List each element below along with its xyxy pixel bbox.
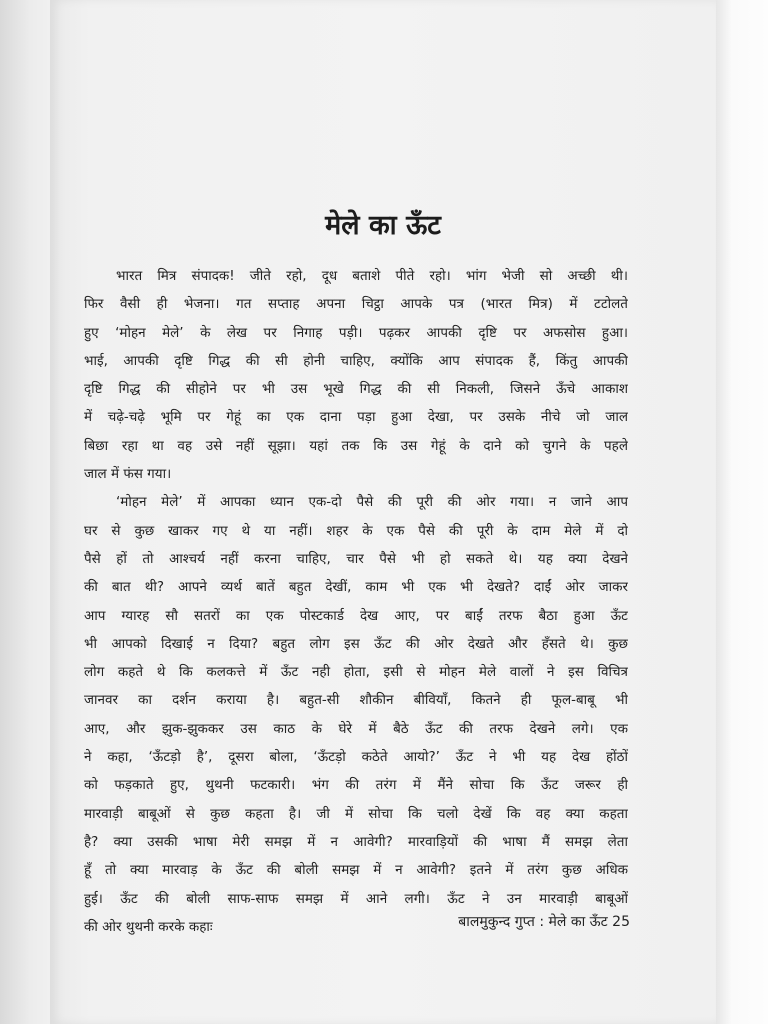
text-line: जानवर का दर्शन कराया है। बहुत-सी शौकीन बीवियाँ, कितने ही फूल-बाबू भी [84, 692, 628, 709]
page-edge [716, 0, 768, 1024]
text-line: भाई, आपकी दृष्टि गिद्ध की सी होनी चाहिए, क्योंकि आप संपादक हैं, किंतु आपकी [84, 352, 628, 369]
text-line: भारत मित्र संपादक! जीते रहो, दूध बताशे पीते रहो। भांग भेजी सो अच्छी थी। [116, 268, 628, 284]
text-line: जाल में फंस गया। [84, 466, 172, 483]
book-gutter-shadow [0, 0, 50, 1024]
text-line: मारवाड़ी बाबूओं से कुछ कहता है। जी में सोचा कि चलो देखें कि वह क्या कहता [84, 805, 628, 822]
text-line: आप ग्यारह सौ सतरों का एक पोस्टकार्ड देख आए, पर बाईं तरफ बैठा हुआ ऊँट [84, 607, 628, 624]
text-line: भी आपको दिखाई न दिया? बहुत लोग इस ऊँट की ओर देखते और हँसते थे। कुछ [84, 635, 628, 652]
text-line: लोग कहते थे कि कलकत्ते में ऊँट नही होता, इसी से मोहन मेले वालों ने इस विचित्र [84, 664, 628, 681]
text-line: घर से कुछ खाकर गए थे या नहीं। शहर के एक पैसे की पूरी के दाम मेले में दो [84, 522, 628, 539]
text-line: की बात थी? आपने व्यर्थ बातें बहुत देखीं, काम भी एक भी देखते? दाईं ओर जाकर [84, 579, 628, 596]
text-line: बिछा रहा था वह उसे नहीं सूझा। यहां तक कि उस गेहूं के दाने को चुगने के पहले [84, 437, 628, 454]
text-line: हुई। ऊँट की बोली साफ-साफ समझ में आने लगी। ऊँट ने उन मारवाड़ी बाबूओं [84, 890, 628, 907]
paragraph-1 [84, 262, 628, 488]
paragraph-2 [84, 488, 628, 941]
text-line: फिर वैसी ही भेजना। गत सप्ताह अपना चिट्ठा आपके पत्र (भारत मित्र) में टटोलते [84, 296, 628, 313]
body-text [84, 262, 628, 941]
text-line: को फड़काते हुए, थुथनी फटकारी। भंग की तरंग में मैंने सोचा कि ऊँट जरूर ही [84, 777, 628, 794]
text-line: हूँ तो क्या मारवाड़ के ऊँट की बोली समझ में न आवेगी? इतने में तरंग कुछ अधिक [84, 862, 628, 879]
text-line: आए, और झुक-झुककर उस काठ के घेरे में बैठे ऊँट की तरफ देखने लगे। एक [84, 720, 628, 737]
text-line: हुए ‘मोहन मेले’ के लेख पर निगाह पड़ी। पढ़कर आपकी दृष्टि पर अफसोस हुआ। [84, 324, 628, 341]
text-line: है? क्या उसकी भाषा मेरी समझ में न आवेगी? मारवाड़ियों की भाषा मैं समझ लेता [84, 833, 628, 850]
text-line: की ओर थुथनी करके कहाः [84, 918, 213, 935]
text-line: दृष्टि गिद्ध की सीहोने पर भी उस भूखे गिद्ध की सी निकली, जिसने ऊँचे आकाश [84, 381, 628, 398]
text-line: पैसे हों तो आश्चर्य नहीं करना चाहिए, चार पैसे भी हो सकते थे। यह क्या देखने [84, 550, 628, 567]
text-line: में चढ़े-चढ़े भूमि पर गेहूं का एक दाना पड़ा हुआ देखा, पर उसके नीचे जो जाल [84, 409, 628, 426]
text-line: ने कहा, ‘ऊँटड़ो है’, दूसरा बोला, ‘ऊँटड़ो कठेते आयो?’ ऊँट ने भी यह देख होंठों [84, 749, 628, 766]
page-footer: बालमुकुन्द गुप्त : मेले का ऊँट 25 [458, 914, 630, 930]
text-line: ‘मोहन मेले’ में आपका ध्यान एक-दो पैसे की पूरी की ओर गया। न जाने आप [116, 494, 628, 511]
chapter-title: मेले का ऊँट [325, 210, 441, 241]
